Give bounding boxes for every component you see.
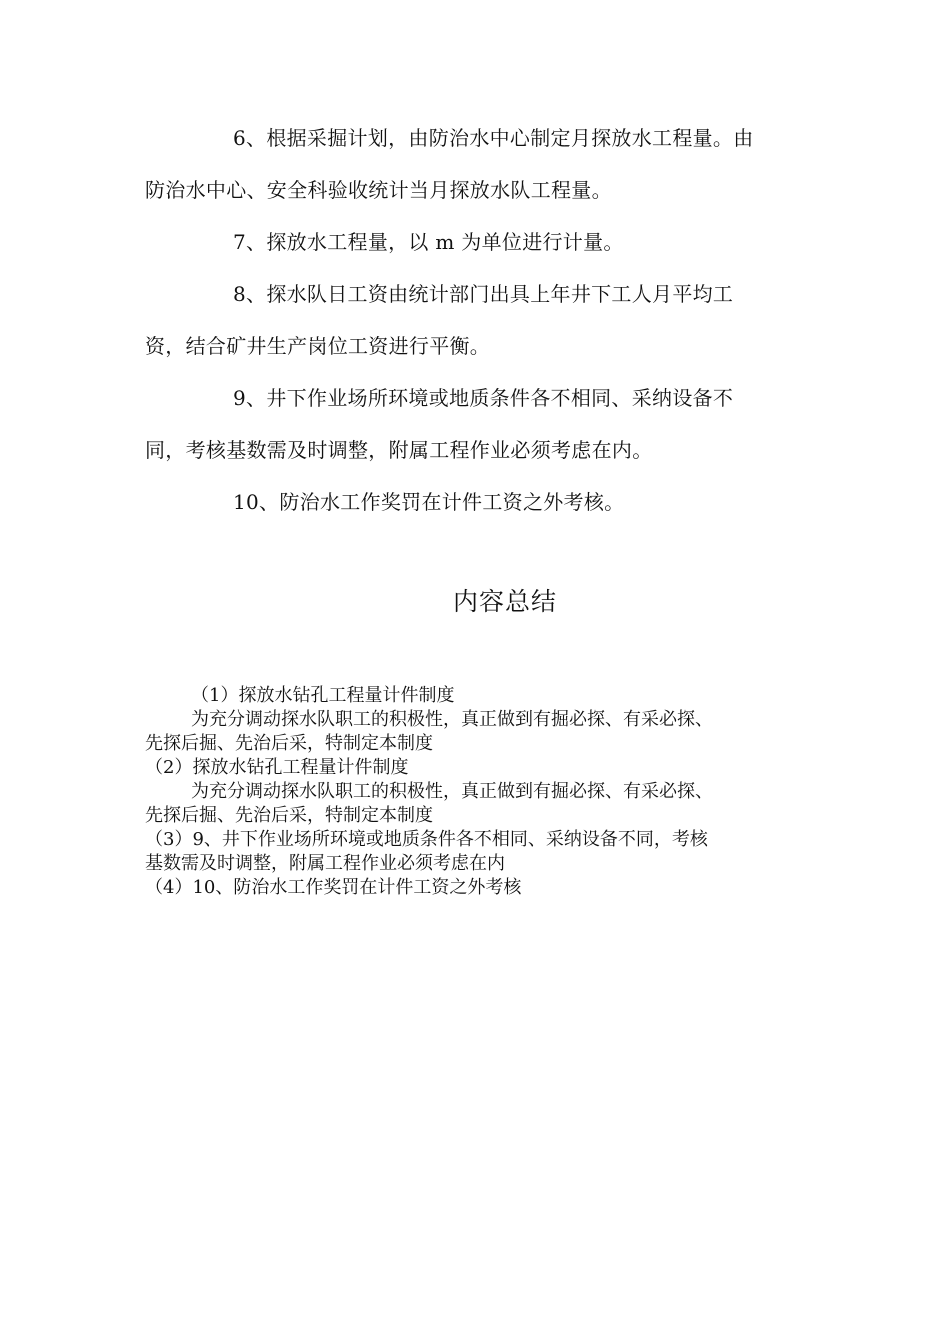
summary-line: 为充分调动探水队职工的积极性，真正做到有掘必探、有采必探、 [191,781,713,802]
summary-body [145,684,810,900]
paragraph-9-line-1: 9、井下作业场所环境或地质条件各不相同、采纳设备不 [233,386,734,410]
summary-line: （4）10、防治水工作奖罚在计件工资之外考核 [145,877,522,898]
paragraph-7-line-1: 7、探放水工程量，以 m 为单位进行计量。 [233,230,624,254]
summary-title: 内容总结 [452,587,557,616]
summary-line: 先探后掘、先治后采，特制定本制度 [145,733,433,754]
summary-line: 为充分调动探水队职工的积极性，真正做到有掘必探、有采必探、 [191,709,713,730]
summary-line: （2）探放水钻孔工程量计件制度 [145,757,409,778]
summary-line: 基数需及时调整，附属工程作业必须考虑在内 [145,853,505,874]
paragraph-6-line-1: 6、根据采掘计划，由防治水中心制定月探放水工程量。由 [233,126,754,150]
summary-line: （1）探放水钻孔工程量计件制度 [191,685,455,706]
paragraph-9-line-2: 同，考核基数需及时调整，附属工程作业必须考虑在内。 [145,438,653,462]
paragraph-6-line-2: 防治水中心、安全科验收统计当月探放水队工程量。 [145,178,612,202]
paragraph-8-line-2: 资，结合矿井生产岗位工资进行平衡。 [145,334,491,358]
document-body [145,112,810,528]
paragraph-8-line-1: 8、探水队日工资由统计部门出具上年井下工人月平均工 [233,282,734,306]
summary-line: （3）9、井下作业场所环境或地质条件各不相同、采纳设备不同，考核 [145,829,708,850]
summary-line: 先探后掘、先治后采，特制定本制度 [145,805,433,826]
paragraph-10-line-1: 10、防治水工作奖罚在计件工资之外考核。 [233,490,625,514]
